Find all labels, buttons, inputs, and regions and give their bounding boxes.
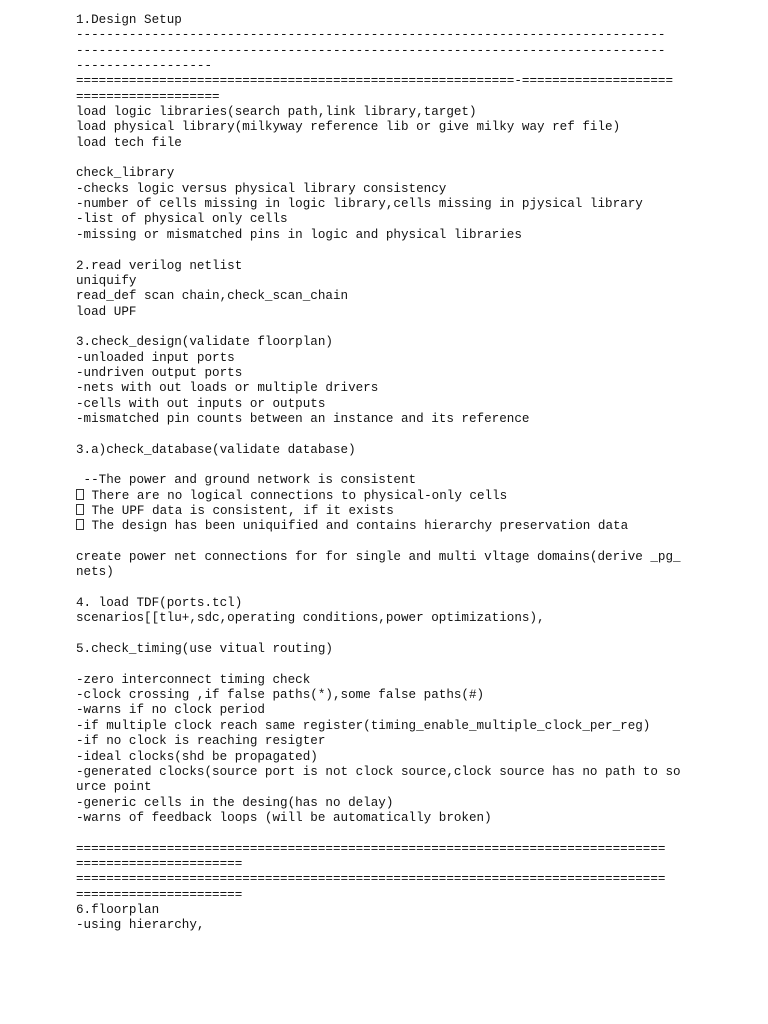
doc-line [76, 581, 756, 596]
document-body [76, 13, 756, 934]
doc-line: read_def scan chain,check_scan_chain [76, 289, 349, 304]
doc-line [76, 427, 756, 442]
doc-line-bullet [76, 489, 756, 504]
doc-line [76, 535, 756, 550]
bullet-box-icon [76, 519, 84, 530]
doc-line: -warns of feedback loops (will be automatically broken) [76, 810, 492, 825]
doc-line: -list of physical only cells [76, 212, 288, 227]
doc-line: -nets with out loads or multiple drivers [76, 381, 379, 396]
doc-line: create power net connections for for single and multi vltage domains(derive _pg_ [76, 550, 681, 565]
doc-line: ------------------------------------------------------------------------------ [76, 43, 666, 58]
doc-line: -zero interconnect timing check [76, 672, 311, 687]
doc-line: 2.read verilog netlist [76, 258, 243, 273]
doc-line: ====================== [76, 856, 243, 871]
doc-line: -number of cells missing in logic library,cells missing in pjysical library [76, 197, 643, 212]
bullet-box-icon [76, 504, 84, 515]
doc-line: 3.a)check_database(validate database) [76, 442, 356, 457]
doc-line: check_library [76, 166, 175, 181]
doc-line: load logic libraries(search path,link library,target) [76, 105, 477, 120]
doc-line [76, 826, 756, 841]
doc-line: 3.check_design(validate floorplan) [76, 335, 333, 350]
doc-line: 5.check_timing(use vitual routing) [76, 642, 333, 657]
doc-line: --The power and ground network is consistent [76, 473, 417, 488]
doc-line: nets) [76, 565, 114, 580]
bullet-text: The UPF data is consistent, if it exists [84, 504, 394, 518]
doc-line: -mismatched pin counts between an instance and its reference [76, 411, 530, 426]
doc-line [76, 627, 756, 642]
doc-line-bullet [76, 504, 756, 519]
doc-line: -if multiple clock reach same register(timing_enable_multiple_clock_per_reg) [76, 718, 651, 733]
bullet-box-icon [76, 489, 84, 500]
doc-line: -warns if no clock period [76, 703, 265, 718]
doc-line: -using hierarchy, [76, 918, 205, 933]
doc-line: -missing or mismatched pins in logic and physical libraries [76, 227, 522, 242]
doc-line: -generic cells in the desing(has no delay) [76, 795, 394, 810]
doc-line: =================== [76, 89, 220, 104]
doc-line: -cells with out inputs or outputs [76, 396, 326, 411]
doc-line: load UPF [76, 304, 137, 319]
doc-line: ------------------------------------------------------------------------------ [76, 28, 666, 43]
doc-line: 1.Design Setup [76, 13, 182, 27]
doc-line [76, 243, 756, 258]
doc-line: ==========================================================-==================== [76, 74, 674, 89]
doc-line: -checks logic versus physical library consistency [76, 181, 447, 196]
doc-line: urce point [76, 780, 152, 795]
doc-line: -if no clock is reaching resigter [76, 734, 326, 749]
doc-line: 6.floorplan [76, 902, 160, 917]
doc-line: 4. load TDF(ports.tcl) [76, 596, 243, 611]
doc-line: ------------------ [76, 59, 213, 74]
doc-line: -generated clocks(source port is not clock source,clock source has no path to so [76, 764, 681, 779]
doc-line [76, 320, 756, 335]
doc-line: load physical library(milkyway reference lib or give milky way ref file) [76, 120, 621, 135]
doc-line: -undriven output ports [76, 365, 243, 380]
doc-line: ============================================================================== [76, 872, 666, 887]
bullet-text: There are no logical connections to physical-only cells [84, 488, 508, 503]
bullet-text: The design has been uniquified and contains hierarchy preservation data [84, 519, 629, 534]
doc-line [76, 657, 756, 672]
doc-line: uniquify [76, 273, 137, 288]
doc-line: -clock crossing ,if false paths(*),some false paths(#) [76, 688, 485, 703]
doc-line: load tech file [76, 135, 182, 150]
doc-line-bullet [76, 519, 756, 534]
doc-line: ============================================================================== [76, 841, 666, 856]
doc-line: -unloaded input ports [76, 350, 235, 365]
doc-line: ====================== [76, 887, 243, 902]
doc-line: -ideal clocks(shd be propagated) [76, 749, 318, 764]
doc-line [76, 151, 756, 166]
doc-line: scenarios[[tlu+,sdc,operating conditions,power optimizations), [76, 611, 545, 626]
doc-line [76, 458, 756, 473]
